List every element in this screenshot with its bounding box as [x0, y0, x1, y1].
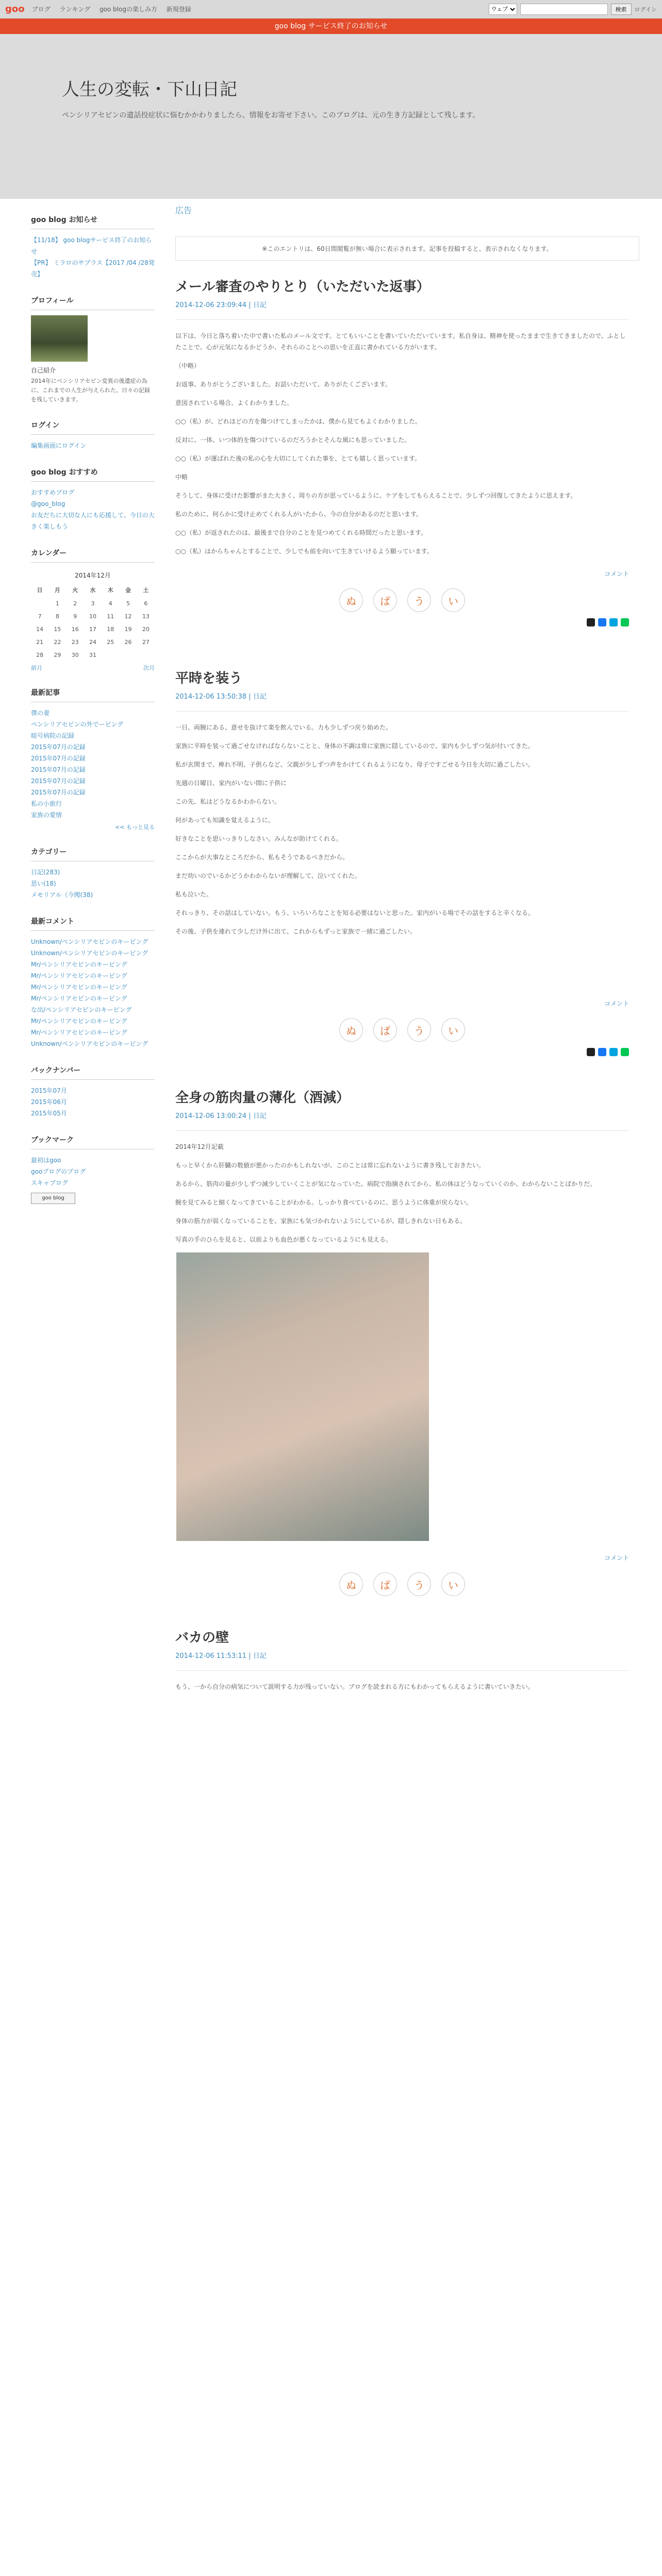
comment-item[interactable]: Unknown/ペンシリアセピンのキーピング: [31, 938, 148, 945]
calendar-day: [137, 649, 155, 662]
facebook-share-icon[interactable]: [598, 618, 606, 626]
top-search-area: [489, 4, 657, 15]
recent-item[interactable]: 私の小旅行: [31, 800, 62, 807]
profile-name: 自己紹介: [31, 367, 56, 374]
sidebar-category: [31, 846, 155, 901]
post-paragraph: 中略: [175, 473, 188, 481]
calendar-day: [31, 597, 48, 610]
reaction-button[interactable]: い: [441, 1018, 465, 1042]
line-share-icon[interactable]: [621, 1048, 629, 1056]
login-link[interactable]: ログイン: [634, 6, 657, 13]
post-paragraph: ○○（私）が運ばれた後の私の心を大切にしてくれた事を、とても嬉しく思っています。: [175, 455, 421, 462]
main-content: [155, 199, 639, 1692]
recommend-item[interactable]: おすすめブログ: [31, 489, 75, 496]
recommend-item[interactable]: お友だちに大切な人にも応援して、今日の大きく楽しもう: [31, 512, 155, 530]
post-paragraph: 2014年12月記載: [175, 1143, 224, 1150]
content-wrap: [0, 199, 662, 1692]
sidebar-recommend: [31, 467, 155, 532]
post: [175, 236, 639, 626]
backnumber-item[interactable]: 2015年07月: [31, 1087, 67, 1094]
calendar-day: 20: [142, 626, 150, 633]
reaction-button[interactable]: ぬ: [339, 1572, 363, 1596]
sidebar-notices: [31, 214, 155, 280]
post-paragraph: （中略）: [175, 362, 201, 369]
section-heading: カレンダー: [31, 548, 155, 563]
reaction-button[interactable]: ぬ: [339, 588, 363, 612]
calendar-prev[interactable]: 前月: [31, 665, 42, 671]
top-link-blog[interactable]: ブログ: [31, 6, 51, 13]
post: [175, 668, 639, 1056]
comment-item[interactable]: Unknown/ペンシリアセピンのキーピング: [31, 950, 148, 957]
sidebar-calendar: [31, 548, 155, 672]
backnumber-item[interactable]: 2015年05月: [31, 1110, 67, 1117]
calendar-day: 13: [142, 613, 150, 620]
calendar-day: 24: [89, 639, 96, 646]
profile-image[interactable]: [31, 315, 88, 362]
calendar-day: 29: [54, 652, 61, 658]
sidebar: [0, 199, 155, 1692]
comment-item[interactable]: Unknown/ペンシリアセピンのキーピング: [31, 1040, 148, 1047]
bookmark-item[interactable]: スキャブログ: [31, 1179, 69, 1187]
goo-blog-badge[interactable]: goo blog: [31, 1193, 75, 1204]
post-paragraph: 意図されている場合、よくわかりました。: [175, 399, 293, 406]
calendar-day: 23: [71, 639, 79, 646]
post-paragraph: それっきり、その話はしていない。もう、いろいろなことを知る必要はないと思った。家内がいる場でその話をすると辛くなる。: [175, 909, 535, 917]
calendar-table: [31, 568, 155, 662]
post-paragraph: 写真の手のひらを見ると、以前よりも血色が悪くなっているようにも見える。: [175, 1236, 392, 1243]
post-paragraph: もう、一から自分の病気について説明する力が残っていない。ブログを読まれる方にもわかってもらえるように書いていきたい。: [175, 1683, 534, 1690]
login-edit-link[interactable]: 編集画面にログイン: [31, 442, 87, 449]
comment-item[interactable]: な出/ペンシリアセピンのキーピング: [31, 1006, 132, 1013]
recent-item[interactable]: 2015年07月の記録: [31, 777, 86, 785]
notice-item[interactable]: 【11/18】 goo blogサービス終了のお知らせ: [31, 236, 152, 255]
goo-logo[interactable]: goo: [5, 4, 25, 14]
calendar-day: 3: [91, 600, 95, 607]
post-title[interactable]: バカの壁: [175, 1630, 229, 1646]
calendar-day[interactable]: 6: [144, 600, 148, 607]
calendar-day: 9: [73, 613, 77, 620]
reaction-buttons: [175, 1572, 629, 1596]
search-scope-select[interactable]: [489, 4, 517, 15]
category-item[interactable]: メモリアル（今聞(38): [31, 891, 93, 899]
recent-item[interactable]: 2015年07月の記録: [31, 743, 86, 751]
recent-more-link[interactable]: << もっと見る: [115, 824, 155, 831]
post-paragraph: あるから、筋肉の量が少しずつ減少していくことが気になっていた。病院で指摘されてから、私の体はどうなっていくのか、わからないことばかりだ。: [175, 1180, 597, 1188]
category-item[interactable]: 思い(18): [31, 880, 56, 887]
reaction-button[interactable]: い: [441, 588, 465, 612]
calendar-day: 27: [142, 639, 150, 646]
calendar-day: 19: [124, 626, 132, 633]
recommend-item[interactable]: @goo_blog: [31, 500, 65, 507]
calendar-day: [119, 649, 137, 662]
post-date[interactable]: 2014-12-06 11:53:11 | 日記: [175, 1652, 267, 1660]
post-title[interactable]: メール審査のやりとり（いただいた返事）: [175, 279, 430, 295]
blog-title[interactable]: 人生の変転・下山日記: [62, 79, 237, 100]
calendar-day: 1: [55, 600, 59, 607]
calendar-day: 15: [54, 626, 61, 633]
post-paragraph: お返事、ありがとうございました。お話いただいて、ありがたくございます。: [175, 381, 391, 388]
reaction-buttons: [175, 1018, 629, 1042]
reaction-buttons: [175, 588, 629, 612]
weekday: 日: [37, 587, 43, 594]
section-heading: バックナンバー: [31, 1065, 155, 1080]
post-paragraph: 一日、両腕にある、意せを抜けて楽を飲んでいる。力も少しずつ戻り始めた。: [175, 724, 392, 731]
top-link-ranking[interactable]: ランキング: [59, 6, 91, 13]
x-share-icon[interactable]: [587, 1048, 595, 1056]
section-heading: 最新コメント: [31, 916, 155, 931]
post-hand-photo[interactable]: [176, 1252, 429, 1541]
top-bar: [0, 0, 662, 19]
calendar-day: 25: [107, 639, 114, 646]
search-input[interactable]: [520, 4, 608, 15]
comment-link[interactable]: コメント: [604, 570, 629, 578]
weekday: 金: [125, 587, 131, 594]
recent-item[interactable]: 暗号病院の記録: [31, 732, 75, 739]
sidebar-bookmark: [31, 1134, 155, 1204]
reaction-button[interactable]: い: [441, 1572, 465, 1596]
post-paragraph: 私のために、何らかに受け止めてくれる人がいたから、今の自分があるのだと思います。: [175, 511, 423, 518]
post-paragraph: その後、子供を連れて少しだけ外に出て、これからもずっと家族で一緒に過ごしたい。: [175, 928, 417, 935]
sidebar-profile: [31, 295, 155, 404]
line-share-icon[interactable]: [621, 618, 629, 626]
post-date[interactable]: 2014-12-06 23:09:44 | 日記: [175, 301, 267, 309]
reaction-button[interactable]: う: [407, 588, 431, 612]
bookmark-item[interactable]: gooブログのブログ: [31, 1168, 86, 1175]
top-link-howto[interactable]: goo blogの楽しみ方: [99, 6, 157, 13]
section-heading: goo blog お知らせ: [31, 214, 155, 229]
comment-item[interactable]: Mr/ペンシリアセピンのキーピング: [31, 1029, 127, 1036]
facebook-share-icon[interactable]: [598, 1048, 606, 1056]
post-title[interactable]: 全身の筋肉量の薄化（酒減）: [175, 1090, 350, 1106]
calendar-day: 7: [38, 613, 42, 620]
calendar-day: 11: [107, 613, 114, 620]
post-paragraph: ここからが大事なところだから、私もそうであるべきだから。: [175, 854, 349, 861]
calendar-next[interactable]: 次月: [143, 665, 155, 671]
post-paragraph: 腕を見てみると細くなってきていることがわかる。しっかり食べているのに、思うように体重が戻らない。: [175, 1199, 473, 1206]
section-heading: ブックマーク: [31, 1134, 155, 1149]
sidebar-recent: [31, 687, 155, 831]
post-paragraph: この先、私はどうなるかわからない。: [175, 798, 281, 805]
divider: [175, 319, 629, 320]
sidebar-backnumber: [31, 1065, 155, 1119]
post-paragraph: まだ幼いのでいるかどうかわからないが理解して、泣いてくれた。: [175, 872, 361, 879]
comment-item[interactable]: Mr/ペンシリアセピンのキーピング: [31, 972, 127, 979]
inactive-notice: ※このエントリは、60日間閲覧が無い場合に表示されます。記事を投稿すると、表示されなくなります。: [175, 236, 639, 261]
calendar-day: 26: [124, 639, 132, 646]
blog-header: [0, 34, 662, 199]
calendar-day: 28: [36, 652, 44, 658]
sidebar-comments: [31, 916, 155, 1049]
calendar-day: 5: [126, 600, 130, 607]
recent-item[interactable]: 2015年07月の記録: [31, 766, 86, 773]
calendar-day: 17: [89, 626, 96, 633]
calendar-day: 31: [89, 652, 96, 658]
comment-item[interactable]: Mr/ペンシリアセピンのキーピング: [31, 984, 127, 991]
share-buttons: [175, 1048, 629, 1056]
weekday: 火: [72, 587, 78, 594]
reaction-button[interactable]: ぱ: [373, 1018, 397, 1042]
weekday: 土: [143, 587, 149, 594]
calendar-day: [102, 649, 119, 662]
recent-item[interactable]: 僕の妻: [31, 709, 50, 717]
calendar-day: 22: [54, 639, 61, 646]
post-paragraph: 反対に、一体、いつ体的を傷つけているのだろうかとそんな風にも思っていました。: [175, 436, 411, 444]
calendar-day: 21: [36, 639, 44, 646]
calendar-day: 18: [107, 626, 114, 633]
post-paragraph: 何があっても知識を覚えるように。: [175, 817, 274, 824]
section-heading: プロフィール: [31, 295, 155, 310]
post-paragraph: そうして、身体に受けた影響がまた大きく、周りの方が思っているように、ケアをしてもらえることで、少しずつ回復してきたように思えます。: [175, 492, 577, 499]
post-date[interactable]: 2014-12-06 13:50:38 | 日記: [175, 693, 267, 701]
post-paragraph: ○○（私）はからちゃんとすることで、少しでも前を向いて生きていけるよう願っています。: [175, 548, 433, 555]
comment-item[interactable]: Mr/ペンシリアセピンのキーピング: [31, 1018, 127, 1025]
x-share-icon[interactable]: [587, 618, 595, 626]
notice-item[interactable]: 【PR】 ミラロのサプラス【2017 /04 /28発売】: [31, 259, 155, 278]
hatena-share-icon[interactable]: [609, 1048, 618, 1056]
post-paragraph: 家族に平時を装って過ごせなければならないことと、身体の不調は常に家族に隠しているので、家内も少しずつ気が付いてきた。: [175, 742, 534, 750]
calendar-day: 2: [73, 600, 77, 607]
backnumber-item[interactable]: 2015年06月: [31, 1098, 67, 1106]
calendar-caption: 2014年12月: [75, 572, 111, 579]
category-item[interactable]: 日記(283): [31, 869, 60, 876]
weekday: 月: [54, 587, 60, 594]
section-heading: 最新記事: [31, 687, 155, 702]
section-heading: goo blog おすすめ: [31, 467, 155, 482]
post: [175, 1087, 639, 1596]
bookmark-item[interactable]: 最初はgoo: [31, 1157, 61, 1164]
post-title[interactable]: 平時を装う: [175, 671, 243, 686]
section-heading: ログイン: [31, 420, 155, 435]
post-paragraph: 私が玄関まで、痺れ不明、子供らなど、父親が少しずつ声をかけてくれるようになり、母子ですごせる今日を大切に過ごしたい。: [175, 761, 534, 768]
profile-text: 2014年にペンシリアセピン変異の後遺症の為に、これまでの人生が与えられた。日々の記録を残していきます。: [31, 378, 150, 403]
post-paragraph: もっと早くから肝臓の数値が悪かったのかもしれないが、このことは常に忘れないように書き残しておきたい。: [175, 1162, 485, 1169]
sidebar-login: [31, 420, 155, 451]
calendar-day: 10: [89, 613, 96, 620]
hatena-share-icon[interactable]: [609, 618, 618, 626]
calendar-day: 4: [108, 600, 112, 607]
post-paragraph: 先週の日曜日、家内がいない間に子供に: [175, 779, 287, 787]
divider: [175, 1130, 629, 1131]
comment-item[interactable]: Mr/ペンシリアセピンのキーピング: [31, 995, 127, 1002]
service-end-notice[interactable]: goo blog サービス終了のお知らせ: [0, 19, 662, 34]
calendar-day: 16: [71, 626, 79, 633]
calendar-day: 30: [71, 652, 79, 658]
weekday: 水: [90, 587, 96, 594]
reaction-button[interactable]: う: [407, 1018, 431, 1042]
top-link-register[interactable]: 新規登録: [166, 6, 191, 13]
calendar-day: 8: [55, 613, 59, 620]
weekday: 木: [107, 587, 113, 594]
comment-link[interactable]: コメント: [604, 1000, 629, 1007]
post-paragraph: ○○（私）が返されたのは、最後まで自分のことを見つめてくれる時間だったと思います。: [175, 529, 427, 536]
reaction-button[interactable]: ぬ: [339, 1018, 363, 1042]
blog-description: ペンシリアセピンの遺話投症状に悩むかかわりましたら、情報をお寄せ下さい。このブログは、元の生き方記録として残します。: [62, 111, 480, 120]
search-button[interactable]: 検索: [611, 4, 632, 15]
post-date[interactable]: 2014-12-06 13:00:24 | 日記: [175, 1112, 267, 1120]
comment-link[interactable]: コメント: [604, 1554, 629, 1562]
top-links: [32, 5, 198, 13]
post-paragraph: 好きなことを思いっきりしなさい。みんなが助けてくれる。: [175, 835, 343, 842]
post-paragraph: 私も泣いた。: [175, 891, 213, 898]
post-paragraph: ○○（私）が、どれほどの方を傷つけてしまったかは、僕から見てもよくわかりました。: [175, 418, 421, 425]
section-heading: カテゴリー: [31, 846, 155, 861]
ad-label: 広告: [175, 206, 192, 215]
post-paragraph: 身体の筋力が弱くなっていることを、家族にも気づかれないようにしているが、隠しきれない日もある。: [175, 1217, 467, 1225]
divider: [175, 1670, 629, 1671]
recent-item[interactable]: 家族の愛情: [31, 811, 62, 819]
recent-item[interactable]: ペンシリアセピンの外でーピング: [31, 721, 124, 728]
calendar-day: 12: [124, 613, 132, 620]
reaction-button[interactable]: ぱ: [373, 588, 397, 612]
comment-item[interactable]: Mr/ペンシリアセピンのキーピング: [31, 961, 127, 968]
recent-item[interactable]: 2015年07月の記録: [31, 755, 86, 762]
calendar-day: 14: [36, 626, 44, 633]
post: [175, 1627, 639, 1692]
share-buttons: [175, 618, 629, 626]
reaction-button[interactable]: ぱ: [373, 1572, 397, 1596]
recent-item[interactable]: 2015年07月の記録: [31, 789, 86, 796]
reaction-button[interactable]: う: [407, 1572, 431, 1596]
post-paragraph: 以下は、今日と落ち着いた中で書いた私のメール文です。とてもいいことを書いていただいています。私自身は、精神を使ったままで生きてきましたので、ふとしたことで、心が元気になるかどうか、それらのことへの思いを正直に書かれている方がいます。: [175, 332, 626, 351]
